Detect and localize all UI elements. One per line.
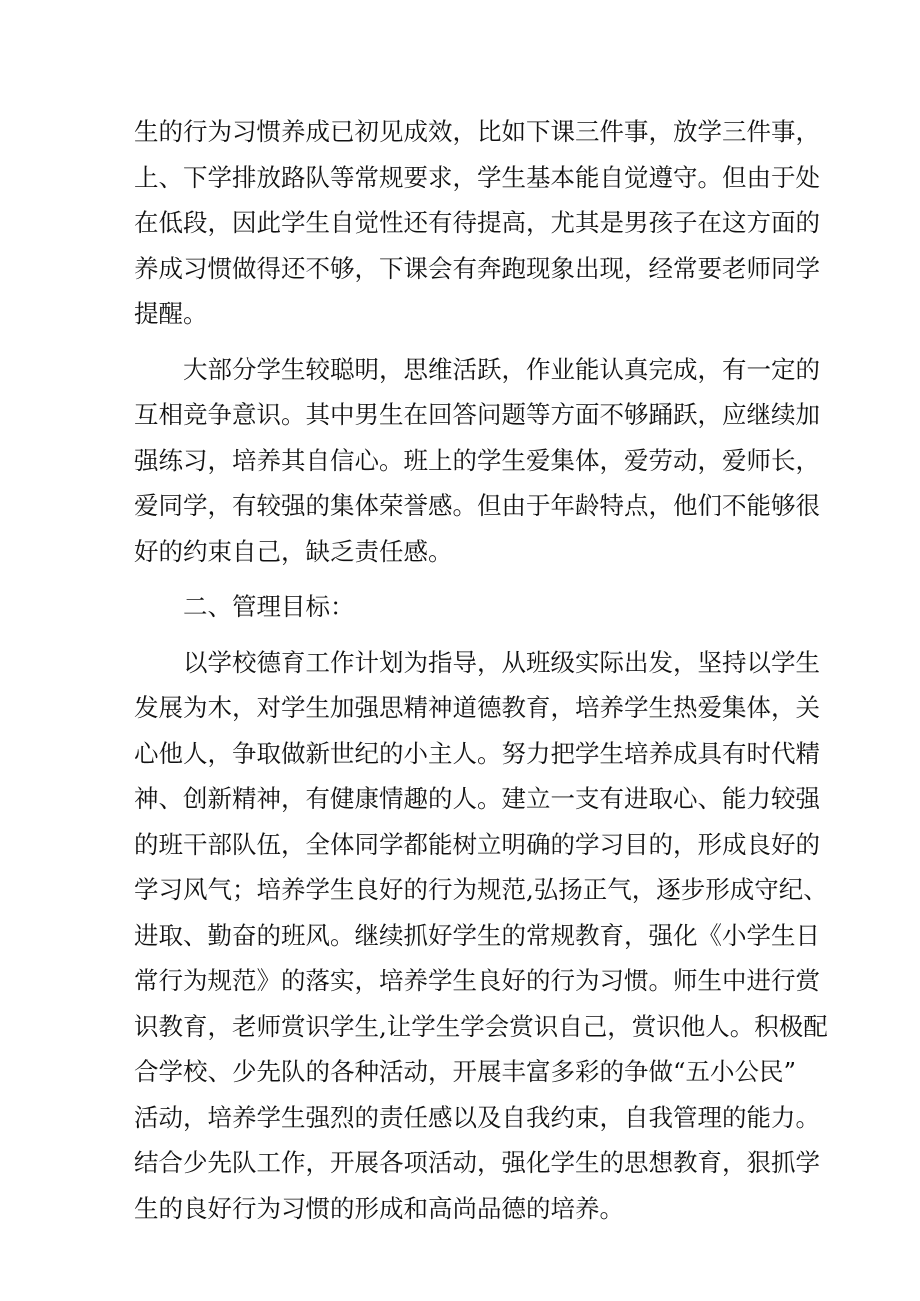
text-line: 爱同学，有较强的集体荣誉感。但由于年龄特点，他们不能够很 <box>134 491 820 520</box>
text-line: 生的良好行为习惯的形成和高尚品德的培养。 <box>134 1193 624 1223</box>
text-line: 学习风气；培养学生良好的行为规范,弘扬正气，逐步形成守纪、 <box>134 875 828 904</box>
text-line: 大部分学生较聪明，思维活跃，作业能认真完成，有一定的 <box>183 354 820 384</box>
text-line: 以学校德育工作计划为指导，从班级实际出发，坚持以学生 <box>183 647 820 677</box>
text-line: 结合少先队工作，开展各项活动，强化学生的思想教育，狠抓学 <box>134 1148 820 1177</box>
paragraph-spacer <box>134 574 794 584</box>
text-line: 的班干部队伍，全体同学都能树立明确的学习目的，形成良好的 <box>134 829 820 859</box>
text-line: 进取、勤奋的班风。继续抓好学生的常规教育，强化《小学生日 <box>134 920 820 950</box>
document-body <box>134 109 828 1231</box>
paragraph-habits <box>134 109 820 337</box>
text-line: 好的约束自己，缺乏责任感。 <box>134 536 453 566</box>
text-line: 识教育，老师赏识学生,让学生学会赏识自己，赏识他人。积极配 <box>134 1011 828 1041</box>
text-line: 发展为木，对学生加强思精神道德教育，培养学生热爱集体，关 <box>134 693 820 722</box>
text-line: 提醒。 <box>134 299 208 328</box>
text-line: 生的行为习惯养成已初见成效，比如下课三件事，放学三件事， <box>134 117 820 146</box>
text-line: 心他人，争取做新世纪的小主人。努力把学生培养成具有时代精 <box>134 738 820 768</box>
paragraph-spacer <box>134 337 794 347</box>
paragraph-goals <box>134 640 828 1232</box>
section-heading: 二、管理目标： <box>183 592 355 621</box>
text-line: 上、下学排放路队等常规要求，学生基本能自觉遵守。但由于处 <box>134 162 820 192</box>
text-line: 强练习，培养其自信心。班上的学生爱集体，爱劳动，爱师长， <box>134 445 820 475</box>
text-line: 养成习惯做得还不够，下课会有奔跑现象出现，经常要老师同学 <box>134 253 820 283</box>
text-line: 在低段，因此学生自觉性还有待提高，尤其是男孩子在这方面的 <box>134 208 820 237</box>
text-line: 合学校、少先队的各种活动，开展丰富多彩的争做“五小公民” <box>134 1057 797 1086</box>
paragraph-students <box>134 347 820 575</box>
text-line: 神、创新精神，有健康情趣的人。建立一支有进取心、能力较强 <box>134 784 820 813</box>
text-line: 活动，培养学生强烈的责任感以及自我约束，自我管理的能力。 <box>134 1102 820 1132</box>
text-line: 互相竞争意识。其中男生在回答问题等方面不够踊跃，应继续加 <box>134 400 820 429</box>
text-line: 常行为规范》的落实，培养学生良好的行为习惯。师生中进行赏 <box>134 966 820 995</box>
paragraph-spacer <box>134 630 794 640</box>
